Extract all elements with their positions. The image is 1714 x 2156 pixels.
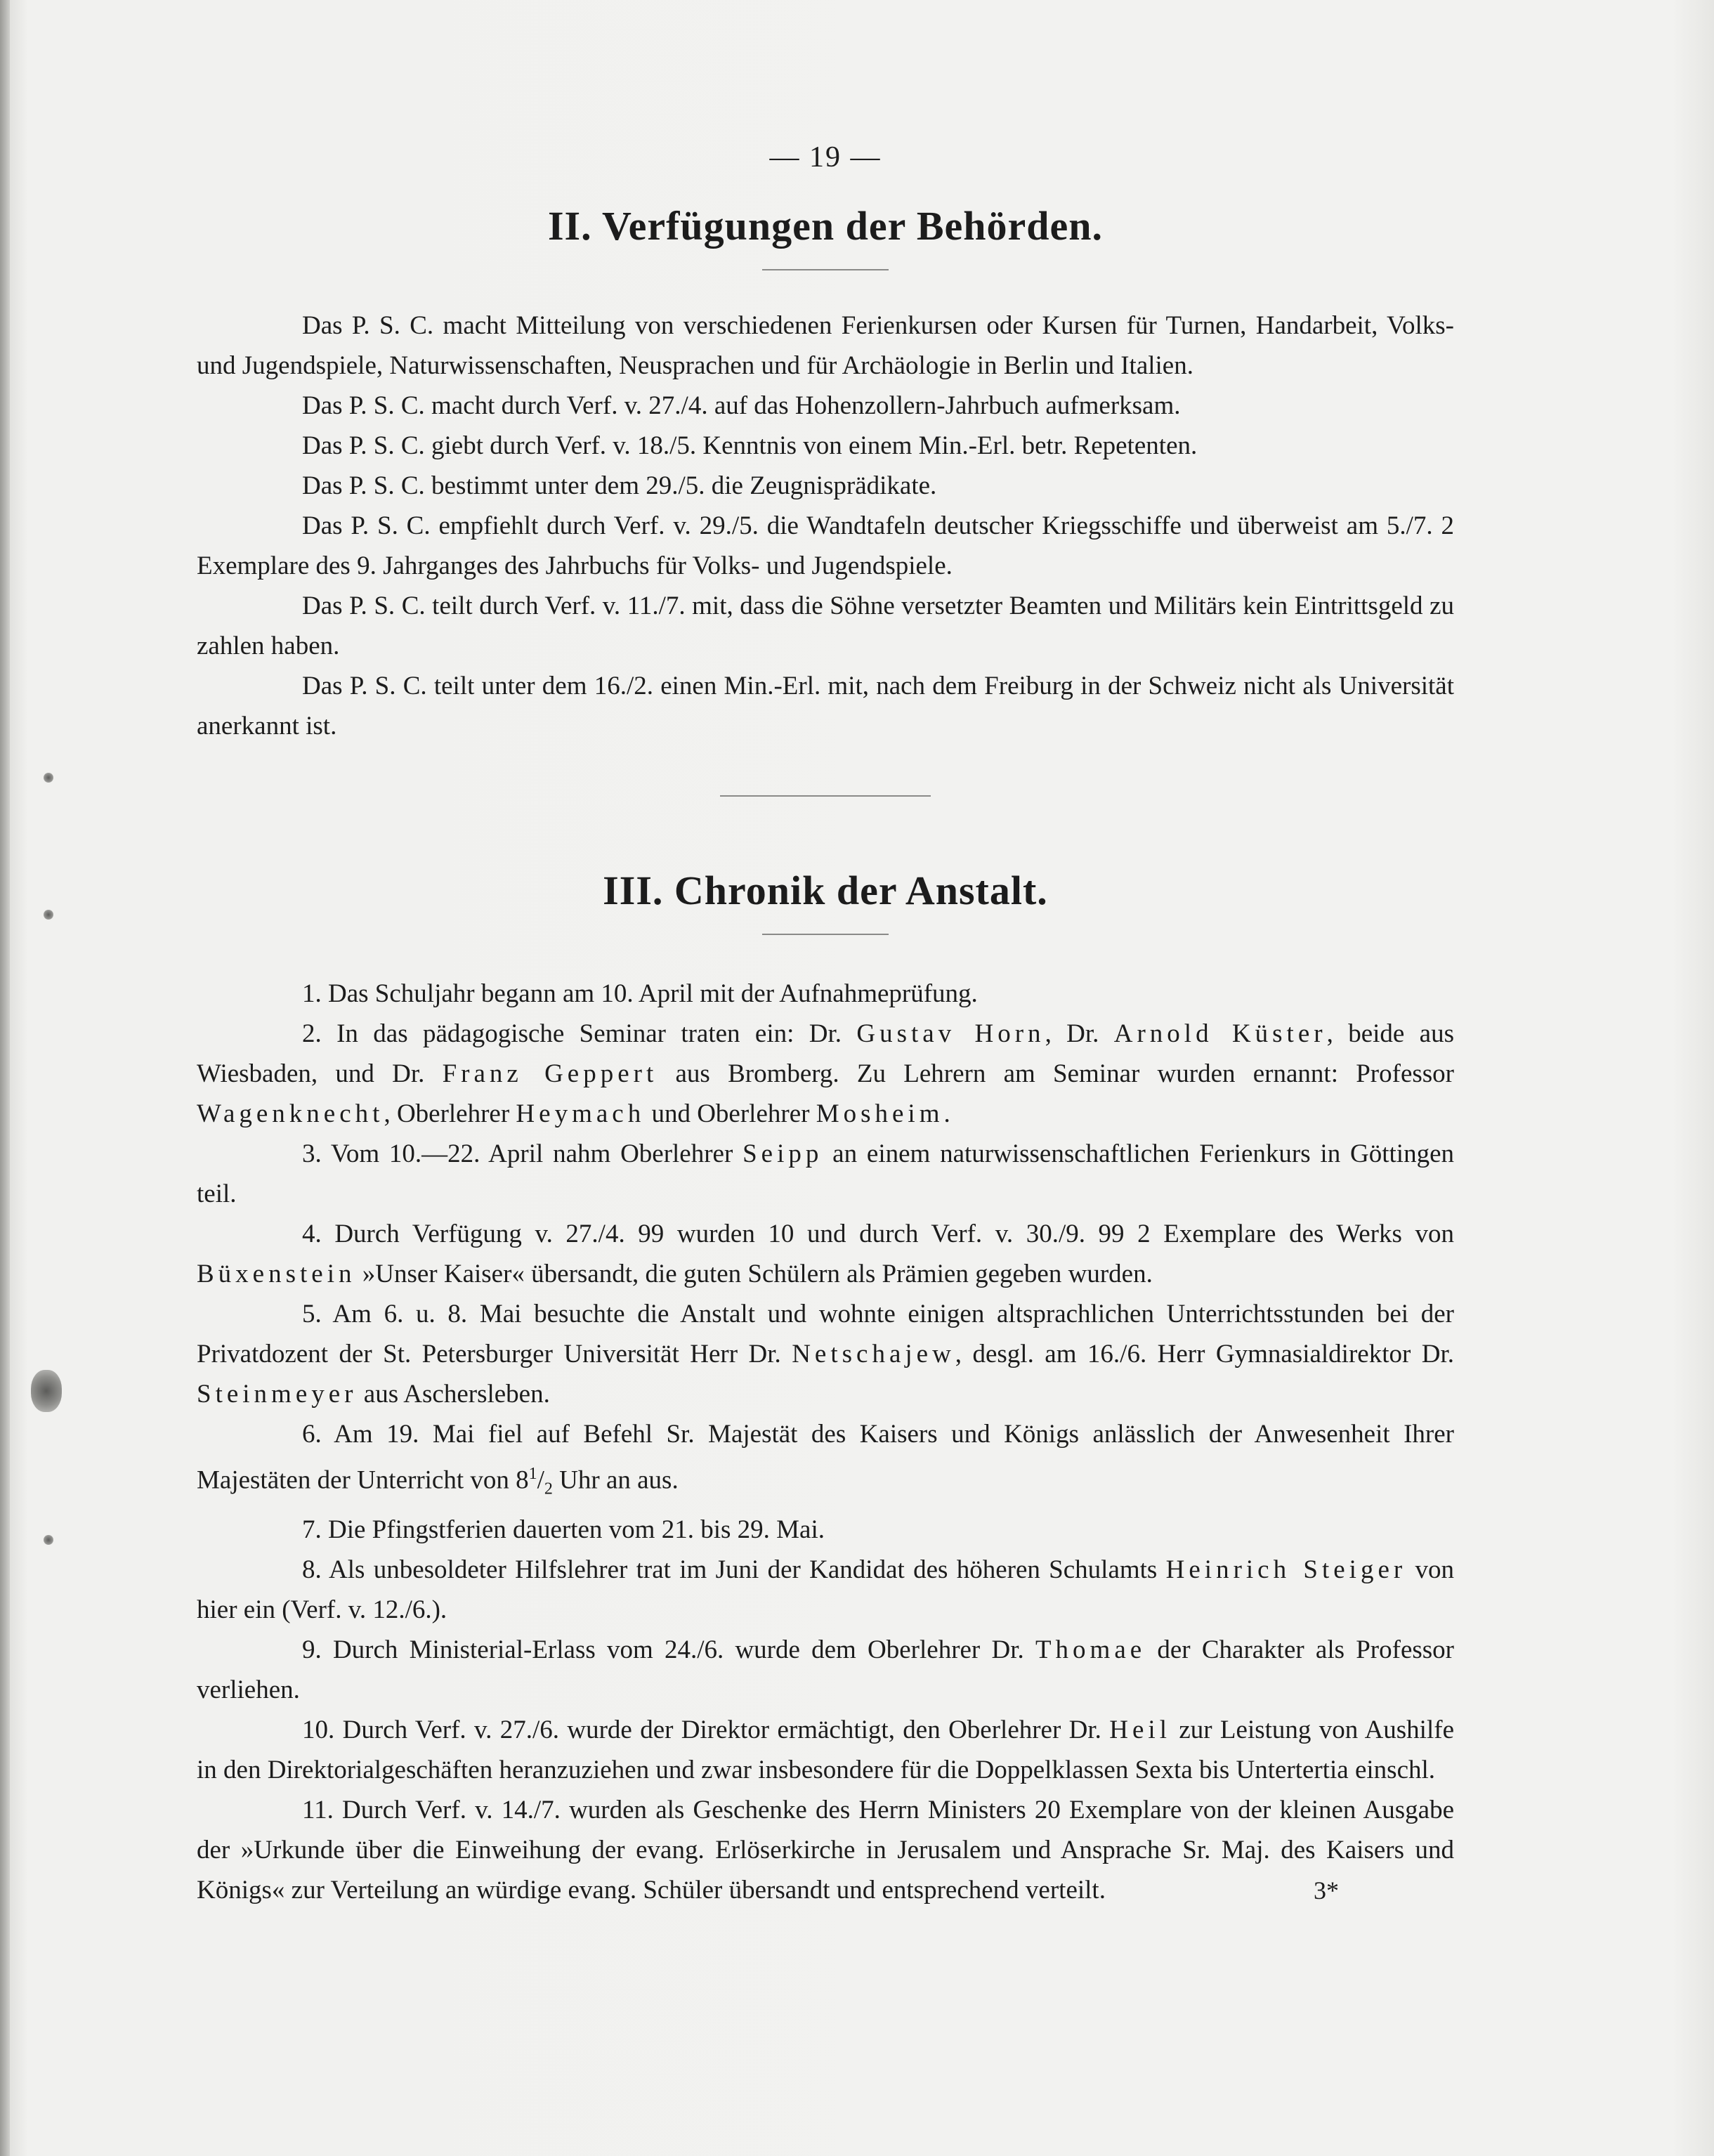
paragraph: Das P. S. C. empfiehlt durch Verf. v. 29./5. die Wandtafeln deutscher Kriegsschiffe und überweist am 5./7. 2 Exemplare des 9. Jahrganges des Jahrbuchs für Volks- und Jugendspiele. — [197, 511, 1454, 580]
text-run: 2. In das pädagogische Seminar traten ein: Dr. — [302, 1019, 857, 1048]
text-run: an einem naturwissenschaftlichen Ferienkurs in Göttingen teil. — [197, 1139, 1454, 1208]
divider — [762, 269, 889, 270]
chronicle-item — [197, 1014, 1454, 1134]
chronicle-item — [197, 1710, 1454, 1790]
person-name: Wagenknecht — [197, 1099, 384, 1128]
section-chronik — [197, 974, 1454, 1910]
fraction-slash: / — [537, 1465, 544, 1495]
punch-hole-mark — [44, 910, 53, 920]
chronicle-item: 1. Das Schuljahr begann am 10. April mit der Aufnahmeprüfung. — [302, 979, 978, 1008]
punch-hole — [31, 1370, 62, 1412]
paragraph: Das P. S. C. bestimmt unter dem 29./5. die Zeugnisprädikate. — [302, 471, 937, 500]
person-name: Thomae — [1035, 1635, 1146, 1664]
text-run: , Oberlehrer — [384, 1099, 516, 1128]
text-run: 6. Am 19. Mai fiel auf Befehl Sr. Majestät des Kaisers und Königs anlässlich der Anwesenheit Ihrer Majestäten der Unterricht von 8 — [197, 1420, 1454, 1495]
text-run: zur Leistung von Aushilfe in den Direktorialgeschäften heranzuziehen und zwar insbesondere für die Doppelklassen Sexta bis Untertertia einschl. — [197, 1715, 1454, 1784]
person-name: Heymach — [516, 1099, 646, 1128]
section-title-verfuegungen: II. Verfügungen der Behörden. — [547, 203, 1104, 249]
fraction-numerator: 1 — [528, 1465, 537, 1483]
section-verfuegungen — [197, 306, 1454, 746]
text-run: aus Aschersleben. — [357, 1380, 550, 1409]
text-run: von hier ein (Verf. v. 12./6.). — [197, 1555, 1455, 1624]
paragraph: Das P. S. C. teilt durch Verf. v. 11./7. mit, dass die Söhne versetzter Beamten und Militärs kein Eintrittsgeld zu zahlen haben. — [197, 592, 1454, 660]
text-run: 8. Als unbesoldeter Hilfslehrer trat im Juni der Kandidat des höheren Schulamts — [302, 1555, 1166, 1584]
fraction-denominator: 2 — [544, 1479, 553, 1498]
divider — [762, 934, 889, 935]
person-name: Seipp — [742, 1139, 823, 1168]
chronicle-item — [197, 1214, 1454, 1294]
person-name: Franz Geppert — [442, 1059, 658, 1088]
text-run: 9. Durch Ministerial-Erlass vom 24./6. wurde dem Oberlehrer Dr. — [302, 1635, 1035, 1664]
paragraph: Das P. S. C. macht durch Verf. v. 27./4. auf das Hohenzollern-Jahrbuch aufmerksam. — [302, 391, 1181, 420]
page-number: — 19 — — [769, 141, 882, 174]
person-name: Büxenstein — [197, 1260, 356, 1288]
chronicle-item — [197, 1550, 1454, 1630]
paragraph: Das P. S. C. teilt unter dem 16./2. einen Min.-Erl. mit, nach dem Freiburg in der Schweiz nicht als Universität anerkannt ist. — [197, 672, 1454, 740]
text-run: . — [943, 1099, 950, 1128]
person-name: Netschajew — [792, 1340, 955, 1368]
page-content — [197, 141, 1454, 1910]
text-run: und Oberlehrer — [645, 1099, 816, 1128]
text-run: , Dr. — [1045, 1019, 1114, 1048]
punch-hole-mark — [44, 1535, 53, 1545]
section-title-chronik: III. Chronik der Anstalt. — [603, 868, 1048, 913]
section-divider — [720, 795, 931, 797]
text-run: 3. Vom 10.—22. April nahm Oberlehrer — [302, 1139, 743, 1168]
text-run: 10. Durch Verf. v. 27./6. wurde der Direktor ermächtigt, den Oberlehrer Dr. — [302, 1715, 1110, 1744]
binding-edge — [0, 0, 10, 2156]
chronicle-item: 7. Die Pfingstferien dauerten vom 21. bis 29. Mai. — [302, 1515, 825, 1544]
person-name: Heil — [1109, 1715, 1171, 1744]
person-name: Heinrich Steiger — [1165, 1555, 1407, 1584]
text-run: 4. Durch Verfügung v. 27./4. 99 wurden 10 und durch Verf. v. 30./9. 99 2 Exemplare des Werks von — [302, 1220, 1454, 1248]
chronicle-item: 11. Durch Verf. v. 14./7. wurden als Geschenke des Herrn Ministers 20 Exemplare von der kleinen Ausgabe der »Urkunde über die Einweihung der evang. Erlöserkirche in Jerusalem und Ansprache Sr. Maj. des Kaisers und Königs« zur Verteilung an würdige evang. Schüler übersandt und entsprechend verteilt. — [197, 1795, 1454, 1905]
chronicle-item — [197, 1294, 1454, 1414]
person-name: Mosheim — [816, 1099, 944, 1128]
printer-signature: 3* — [1314, 1876, 1339, 1905]
text-run: der Charakter als Professor verliehen. — [197, 1635, 1454, 1704]
paragraph: Das P. S. C. macht Mitteilung von verschiedenen Ferienkursen oder Kursen für Turnen, Handarbeit, Volks- und Jugendspiele, Naturwissenschaften, Neusprachen und für Archäologie in Berlin und Italien. — [197, 311, 1454, 380]
text-run: , beide aus Wiesbaden, und Dr. — [197, 1019, 1454, 1088]
text-run: , desgl. am 16./6. Herr Gymnasialdirektor Dr. — [955, 1340, 1454, 1368]
text-run: aus Bromberg. Zu Lehrern am Seminar wurden ernannt: Professor — [658, 1059, 1454, 1088]
text-run: 5. Am 6. u. 8. Mai besuchte die Anstalt und wohnte einigen altsprachlichen Unterrichtsstunden bei der Privatdozent der St. Petersburger Universität Herr Dr. — [197, 1300, 1454, 1368]
text-run: Uhr an aus. — [552, 1465, 679, 1495]
chronicle-item — [197, 1630, 1454, 1710]
chronicle-item — [197, 1414, 1454, 1510]
chronicle-item — [197, 1134, 1454, 1214]
person-name: Gustav Horn — [856, 1019, 1045, 1048]
paragraph: Das P. S. C. giebt durch Verf. v. 18./5. Kenntnis von einem Min.-Erl. betr. Repetenten. — [302, 431, 1198, 460]
person-name: Steinmeyer — [197, 1380, 358, 1409]
punch-hole-mark — [44, 773, 53, 783]
person-name: Arnold Küster — [1113, 1019, 1327, 1048]
text-run: »Unser Kaiser« übersandt, die guten Schülern als Prämien gegeben wurden. — [355, 1260, 1153, 1288]
